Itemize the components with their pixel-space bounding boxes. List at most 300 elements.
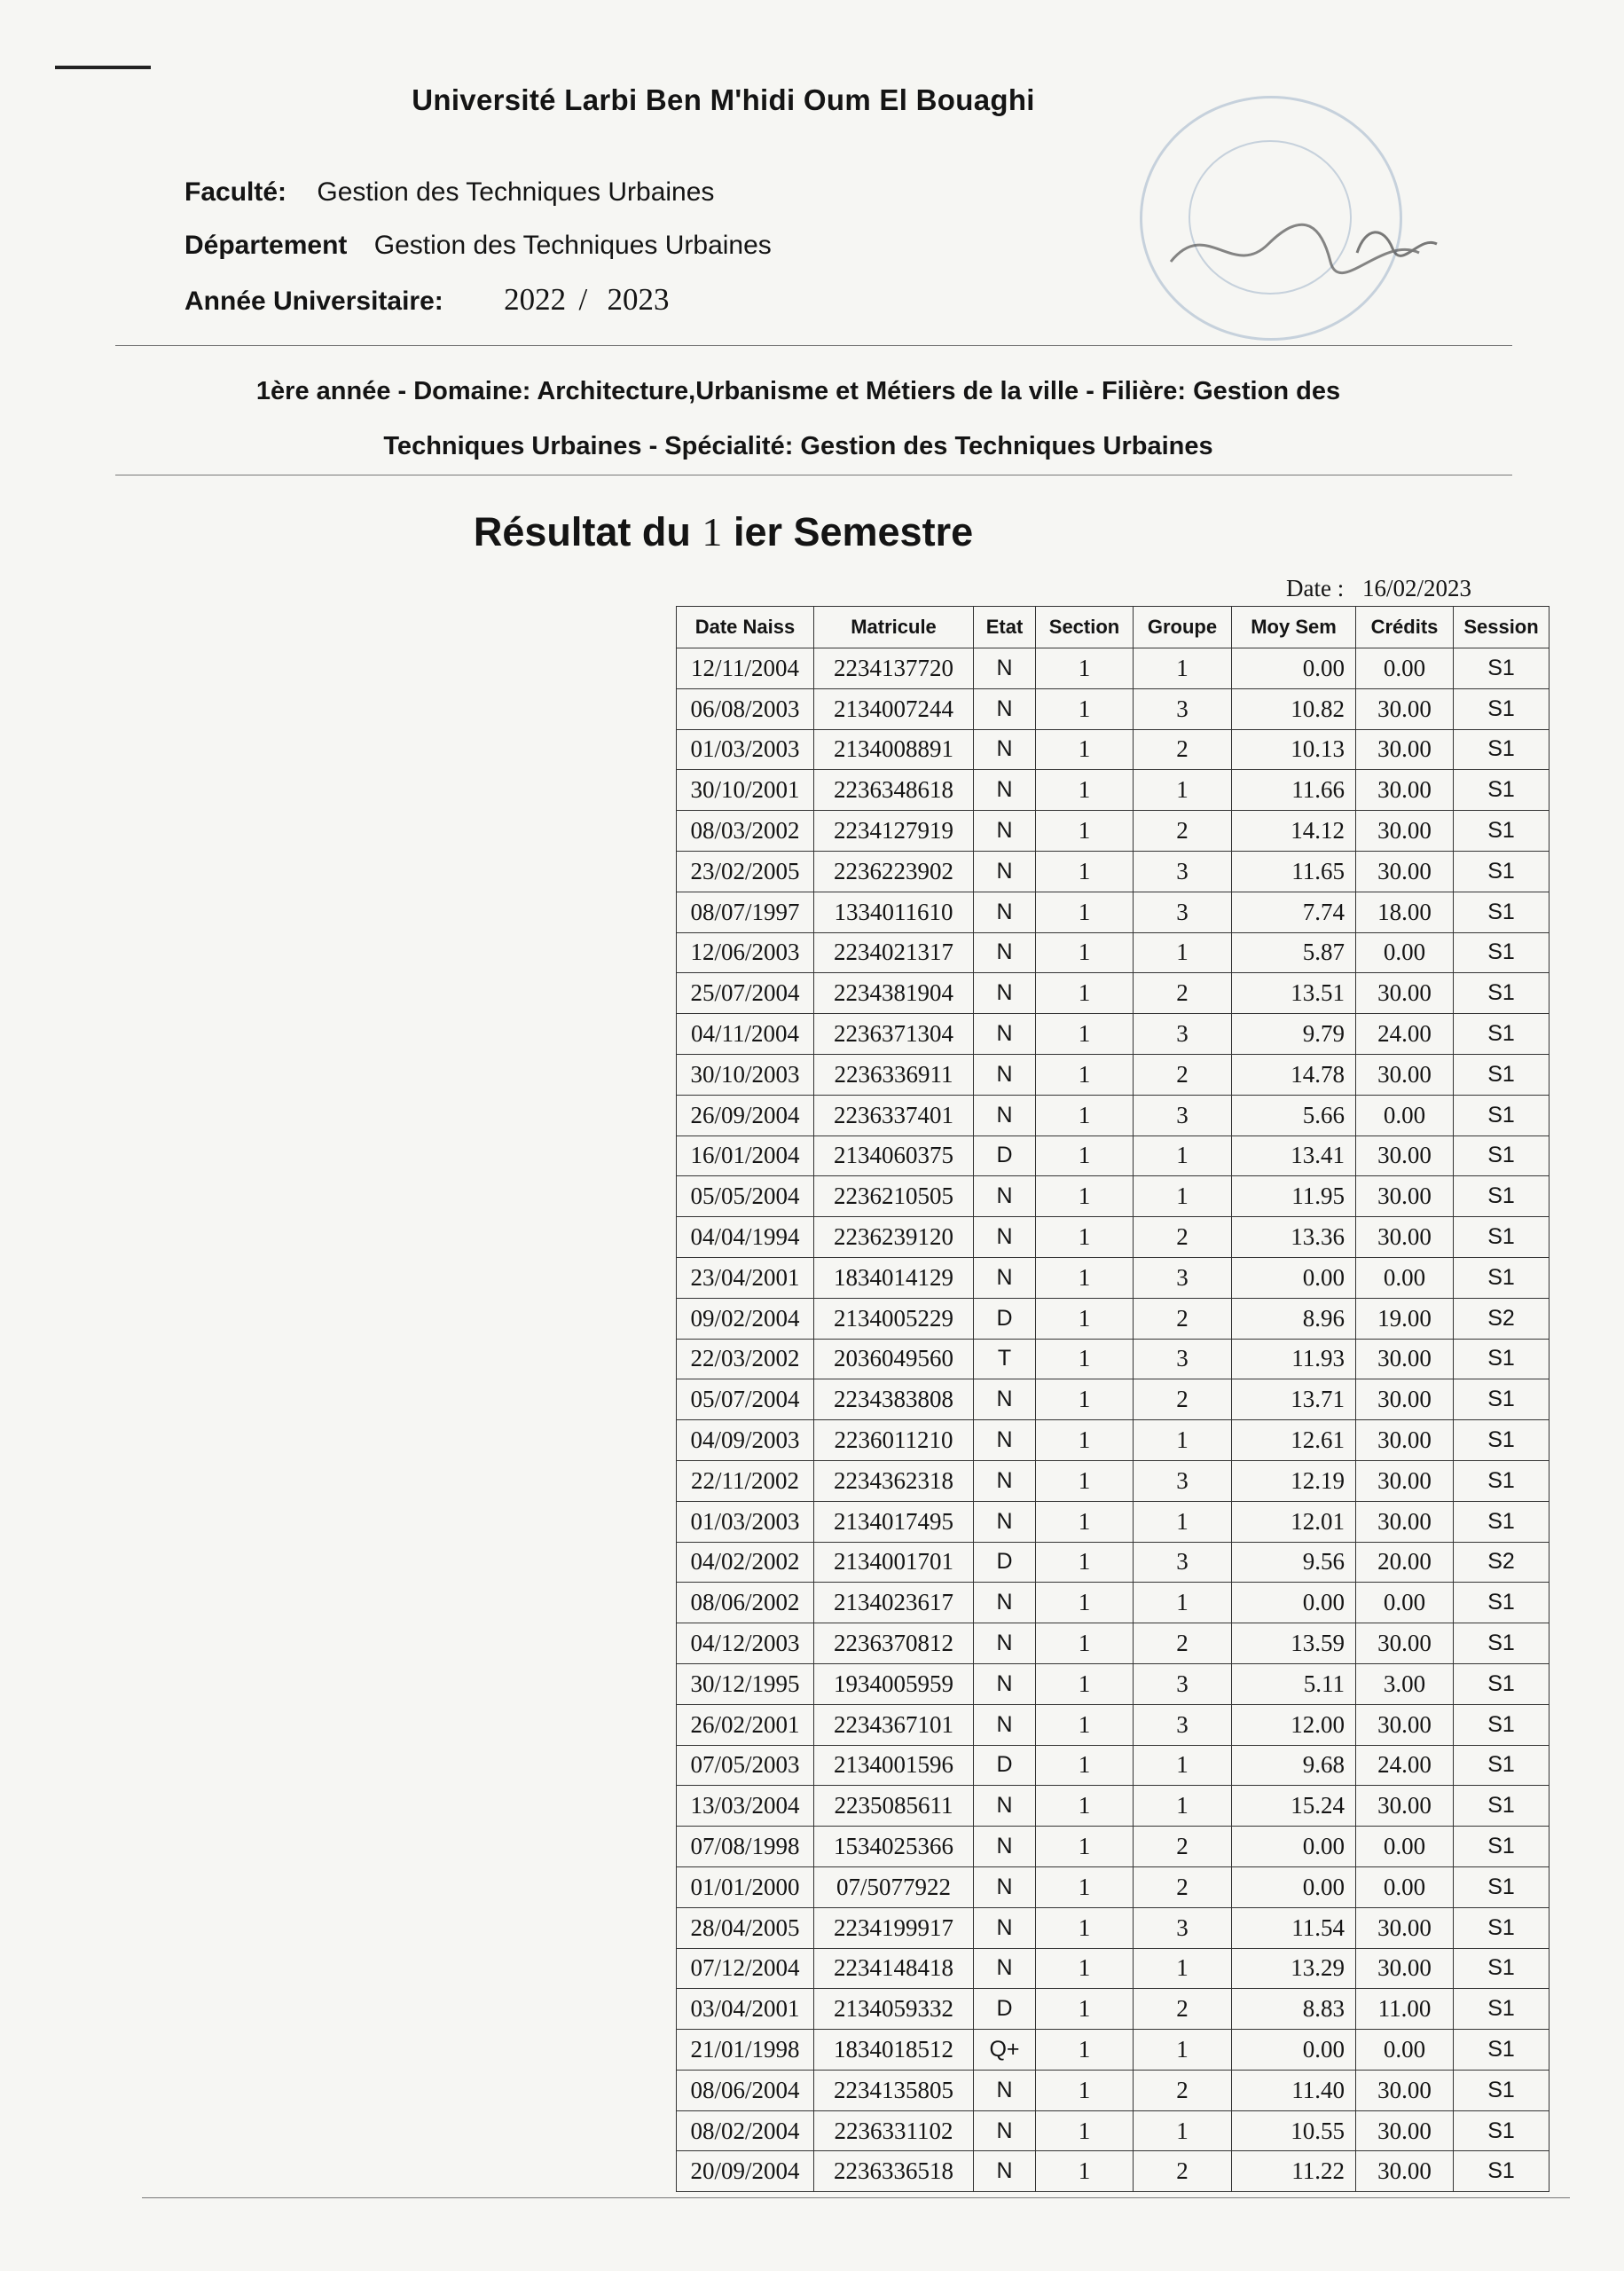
session-cell: S1 <box>1454 1907 1549 1948</box>
table-row <box>677 851 1549 892</box>
table-row <box>677 1095 1549 1136</box>
table-row <box>677 1460 1549 1501</box>
groupe-cell: 3 <box>1134 1663 1232 1704</box>
matricule-cell: 2234148418 <box>814 1948 974 1989</box>
session-cell: S1 <box>1454 2151 1549 2192</box>
credits-cell: 30.00 <box>1356 1136 1454 1176</box>
table-row <box>677 2110 1549 2151</box>
matricule-cell: 2236336911 <box>814 1054 974 1095</box>
credits-cell: 30.00 <box>1356 811 1454 852</box>
section-cell: 1 <box>1036 729 1134 770</box>
section-cell: 1 <box>1036 1054 1134 1095</box>
credits-cell: 0.00 <box>1356 2030 1454 2071</box>
session-cell: S1 <box>1454 1339 1549 1379</box>
etat-cell: T <box>974 1339 1036 1379</box>
department-value: Gestion des Techniques Urbaines <box>373 231 772 260</box>
moy-sem-cell: 10.13 <box>1232 729 1356 770</box>
credits-cell: 0.00 <box>1356 1257 1454 1298</box>
session-cell: S1 <box>1454 648 1549 689</box>
etat-cell: N <box>974 1907 1036 1948</box>
birth-date-cell: 01/03/2003 <box>677 729 814 770</box>
groupe-cell: 3 <box>1134 892 1232 932</box>
table-row <box>677 1866 1549 1907</box>
birth-date-cell: 04/04/1994 <box>677 1217 814 1258</box>
session-cell: S1 <box>1454 1420 1549 1461</box>
credits-cell: 30.00 <box>1356 1379 1454 1420</box>
credits-cell: 3.00 <box>1356 1663 1454 1704</box>
matricule-cell: 2236331102 <box>814 2110 974 2151</box>
section-cell: 1 <box>1036 1460 1134 1501</box>
etat-cell: N <box>974 1176 1036 1217</box>
matricule-cell: 2234137720 <box>814 648 974 689</box>
session-cell: S1 <box>1454 1460 1549 1501</box>
groupe-cell: 2 <box>1134 1827 1232 1867</box>
session-cell: S1 <box>1454 973 1549 1014</box>
etat-cell: N <box>974 1827 1036 1867</box>
session-cell: S1 <box>1454 851 1549 892</box>
birth-date-cell: 21/01/1998 <box>677 2030 814 2071</box>
section-cell: 1 <box>1036 688 1134 729</box>
table-row <box>677 1907 1549 1948</box>
section-cell: 1 <box>1036 1298 1134 1339</box>
credits-cell: 30.00 <box>1356 1623 1454 1664</box>
section-cell: 1 <box>1036 1420 1134 1461</box>
credits-cell: 0.00 <box>1356 1095 1454 1136</box>
groupe-cell: 3 <box>1134 1542 1232 1583</box>
table-row <box>677 1339 1549 1379</box>
groupe-cell: 2 <box>1134 2070 1232 2110</box>
etat-cell: N <box>974 892 1036 932</box>
table-row <box>677 1827 1549 1867</box>
department-line <box>184 231 772 261</box>
table-row <box>677 2151 1549 2192</box>
credits-cell: 30.00 <box>1356 2070 1454 2110</box>
session-cell: S1 <box>1454 1704 1549 1745</box>
column-header: Matricule <box>814 607 974 648</box>
moy-sem-cell: 9.68 <box>1232 1745 1356 1786</box>
section-cell: 1 <box>1036 1623 1134 1664</box>
moy-sem-cell: 5.11 <box>1232 1663 1356 1704</box>
credits-cell: 0.00 <box>1356 648 1454 689</box>
etat-cell: N <box>974 1623 1036 1664</box>
birth-date-cell: 28/04/2005 <box>677 1907 814 1948</box>
year-start: 2022 <box>504 282 567 317</box>
matricule-cell: 2234367101 <box>814 1704 974 1745</box>
etat-cell: N <box>974 1866 1036 1907</box>
etat-cell: N <box>974 1420 1036 1461</box>
moy-sem-cell: 12.00 <box>1232 1704 1356 1745</box>
etat-cell: N <box>974 932 1036 973</box>
session-cell: S1 <box>1454 1663 1549 1704</box>
column-header: Etat <box>974 607 1036 648</box>
birth-date-cell: 07/08/1998 <box>677 1827 814 1867</box>
birth-date-cell: 08/07/1997 <box>677 892 814 932</box>
etat-cell: N <box>974 1948 1036 1989</box>
moy-sem-cell: 13.41 <box>1232 1136 1356 1176</box>
section-cell: 1 <box>1036 2110 1134 2151</box>
session-cell: S1 <box>1454 2070 1549 2110</box>
matricule-cell: 2134008891 <box>814 729 974 770</box>
faculty-value: Gestion des Techniques Urbaines <box>317 177 715 207</box>
moy-sem-cell: 13.29 <box>1232 1948 1356 1989</box>
credits-cell: 30.00 <box>1356 1786 1454 1827</box>
groupe-cell: 2 <box>1134 1866 1232 1907</box>
faculty-label: Faculté: <box>184 177 287 207</box>
session-cell: S1 <box>1454 1583 1549 1623</box>
matricule-cell: 2134017495 <box>814 1501 974 1542</box>
groupe-cell: 2 <box>1134 1298 1232 1339</box>
etat-cell: N <box>974 1501 1036 1542</box>
matricule-cell: 2236371304 <box>814 1014 974 1055</box>
etat-cell: N <box>974 2151 1036 2192</box>
credits-cell: 30.00 <box>1356 1501 1454 1542</box>
session-cell: S1 <box>1454 932 1549 973</box>
table-row <box>677 1054 1549 1095</box>
etat-cell: N <box>974 851 1036 892</box>
table-row <box>677 729 1549 770</box>
etat-cell: N <box>974 1257 1036 1298</box>
matricule-cell: 2236337401 <box>814 1095 974 1136</box>
moy-sem-cell: 10.82 <box>1232 688 1356 729</box>
groupe-cell: 1 <box>1134 1501 1232 1542</box>
groupe-cell: 3 <box>1134 1257 1232 1298</box>
groupe-cell: 3 <box>1134 851 1232 892</box>
birth-date-cell: 05/07/2004 <box>677 1379 814 1420</box>
session-cell: S1 <box>1454 1095 1549 1136</box>
department-label: Département <box>184 231 348 260</box>
section-cell: 1 <box>1036 1176 1134 1217</box>
table-row <box>677 1786 1549 1827</box>
year-separator: / <box>578 282 588 317</box>
session-cell: S2 <box>1454 1542 1549 1583</box>
session-cell: S1 <box>1454 1176 1549 1217</box>
groupe-cell: 2 <box>1134 811 1232 852</box>
groupe-cell: 1 <box>1134 1176 1232 1217</box>
etat-cell: N <box>974 648 1036 689</box>
moy-sem-cell: 0.00 <box>1232 1866 1356 1907</box>
section-cell: 1 <box>1036 932 1134 973</box>
credits-cell: 19.00 <box>1356 1298 1454 1339</box>
session-cell: S1 <box>1454 1014 1549 1055</box>
section-cell: 1 <box>1036 1542 1134 1583</box>
date-label: Date : <box>1286 575 1345 601</box>
matricule-cell: 2236223902 <box>814 851 974 892</box>
matricule-cell: 2236011210 <box>814 1420 974 1461</box>
matricule-cell: 2134059332 <box>814 1989 974 2030</box>
table-row <box>677 1989 1549 2030</box>
credits-cell: 0.00 <box>1356 1583 1454 1623</box>
moy-sem-cell: 15.24 <box>1232 1786 1356 1827</box>
matricule-cell: 2134060375 <box>814 1136 974 1176</box>
session-cell: S1 <box>1454 1866 1549 1907</box>
birth-date-cell: 07/05/2003 <box>677 1745 814 1786</box>
matricule-cell: 2234021317 <box>814 932 974 973</box>
birth-date-cell: 26/09/2004 <box>677 1095 814 1136</box>
moy-sem-cell: 9.79 <box>1232 1014 1356 1055</box>
section-cell: 1 <box>1036 1745 1134 1786</box>
credits-cell: 20.00 <box>1356 1542 1454 1583</box>
header-divider <box>115 345 1512 346</box>
groupe-cell: 2 <box>1134 1379 1232 1420</box>
credits-cell: 30.00 <box>1356 1420 1454 1461</box>
birth-date-cell: 22/03/2002 <box>677 1339 814 1379</box>
birth-date-cell: 08/02/2004 <box>677 2110 814 2151</box>
groupe-cell: 2 <box>1134 2151 1232 2192</box>
moy-sem-cell: 12.61 <box>1232 1420 1356 1461</box>
section-cell: 1 <box>1036 1583 1134 1623</box>
table-row <box>677 1257 1549 1298</box>
column-header: Crédits <box>1356 607 1454 648</box>
session-cell: S1 <box>1454 1827 1549 1867</box>
birth-date-cell: 26/02/2001 <box>677 1704 814 1745</box>
birth-date-cell: 04/02/2002 <box>677 1542 814 1583</box>
section-cell: 1 <box>1036 1339 1134 1379</box>
birth-date-cell: 06/08/2003 <box>677 688 814 729</box>
university-name: Université Larbi Ben M'hidi Oum El Bouaghi <box>412 83 1035 116</box>
session-cell: S1 <box>1454 1623 1549 1664</box>
groupe-cell: 1 <box>1134 1948 1232 1989</box>
birth-date-cell: 12/06/2003 <box>677 932 814 973</box>
credits-cell: 0.00 <box>1356 1866 1454 1907</box>
program-line-2: Techniques Urbaines - Spécialité: Gestion des Techniques Urbaines <box>383 432 1213 460</box>
table-row <box>677 1136 1549 1176</box>
table-row <box>677 1298 1549 1339</box>
birth-date-cell: 22/11/2002 <box>677 1460 814 1501</box>
etat-cell: N <box>974 1704 1036 1745</box>
groupe-cell: 3 <box>1134 1704 1232 1745</box>
matricule-cell: 2236239120 <box>814 1217 974 1258</box>
credits-cell: 0.00 <box>1356 1827 1454 1867</box>
credits-cell: 30.00 <box>1356 1217 1454 1258</box>
groupe-cell: 1 <box>1134 2110 1232 2151</box>
table-row <box>677 973 1549 1014</box>
session-cell: S1 <box>1454 729 1549 770</box>
table-row <box>677 1176 1549 1217</box>
section-cell: 1 <box>1036 1704 1134 1745</box>
moy-sem-cell: 13.59 <box>1232 1623 1356 1664</box>
program-line-1: 1ère année - Domaine: Architecture,Urbanisme et Métiers de la ville - Filière: Gestion des <box>255 377 1341 405</box>
matricule-cell: 2236336518 <box>814 2151 974 2192</box>
etat-cell: N <box>974 1095 1036 1136</box>
results-table <box>676 606 1549 2192</box>
session-cell: S1 <box>1454 1257 1549 1298</box>
credits-cell: 24.00 <box>1356 1014 1454 1055</box>
groupe-cell: 2 <box>1134 1217 1232 1258</box>
matricule-cell: 1934005959 <box>814 1663 974 1704</box>
table-row <box>677 1663 1549 1704</box>
birth-date-cell: 08/06/2002 <box>677 1583 814 1623</box>
matricule-cell: 2236348618 <box>814 770 974 811</box>
birth-date-cell: 03/04/2001 <box>677 1989 814 2030</box>
etat-cell: N <box>974 1217 1036 1258</box>
birth-date-cell: 30/12/1995 <box>677 1663 814 1704</box>
credits-cell: 30.00 <box>1356 1704 1454 1745</box>
matricule-cell: 1534025366 <box>814 1827 974 1867</box>
column-header: Date Naiss <box>677 607 814 648</box>
credits-cell: 30.00 <box>1356 729 1454 770</box>
section-cell: 1 <box>1036 1501 1134 1542</box>
table-row <box>677 1583 1549 1623</box>
groupe-cell: 2 <box>1134 973 1232 1014</box>
birth-date-cell: 05/05/2004 <box>677 1176 814 1217</box>
credits-cell: 30.00 <box>1356 1339 1454 1379</box>
section-cell: 1 <box>1036 811 1134 852</box>
table-row <box>677 688 1549 729</box>
section-cell: 1 <box>1036 770 1134 811</box>
session-cell: S1 <box>1454 688 1549 729</box>
matricule-cell: 2134005229 <box>814 1298 974 1339</box>
moy-sem-cell: 11.66 <box>1232 770 1356 811</box>
credits-cell: 30.00 <box>1356 1460 1454 1501</box>
etat-cell: N <box>974 729 1036 770</box>
section-cell: 1 <box>1036 1827 1134 1867</box>
result-title <box>0 508 1447 555</box>
session-cell: S1 <box>1454 1501 1549 1542</box>
groupe-cell: 2 <box>1134 1054 1232 1095</box>
section-cell: 1 <box>1036 1948 1134 1989</box>
faculty-line <box>184 177 714 208</box>
table-row <box>677 770 1549 811</box>
session-cell: S1 <box>1454 2110 1549 2151</box>
matricule-cell: 2134023617 <box>814 1583 974 1623</box>
table-row <box>677 1420 1549 1461</box>
program-description <box>133 364 1463 474</box>
birth-date-cell: 30/10/2001 <box>677 770 814 811</box>
moy-sem-cell: 11.40 <box>1232 2070 1356 2110</box>
moy-sem-cell: 0.00 <box>1232 1827 1356 1867</box>
matricule-cell: 1834018512 <box>814 2030 974 2071</box>
session-cell: S1 <box>1454 1054 1549 1095</box>
birth-date-cell: 09/02/2004 <box>677 1298 814 1339</box>
session-cell: S1 <box>1454 2030 1549 2071</box>
session-cell: S1 <box>1454 1136 1549 1176</box>
moy-sem-cell: 12.19 <box>1232 1460 1356 1501</box>
etat-cell: N <box>974 973 1036 1014</box>
matricule-cell: 2036049560 <box>814 1339 974 1379</box>
table-row <box>677 811 1549 852</box>
groupe-cell: 3 <box>1134 1014 1232 1055</box>
groupe-cell: 3 <box>1134 688 1232 729</box>
credits-cell: 30.00 <box>1356 1054 1454 1095</box>
credits-cell: 30.00 <box>1356 688 1454 729</box>
section-cell: 1 <box>1036 1786 1134 1827</box>
column-header: Groupe <box>1134 607 1232 648</box>
birth-date-cell: 13/03/2004 <box>677 1786 814 1827</box>
matricule-cell: 2236370812 <box>814 1623 974 1664</box>
table-row <box>677 1217 1549 1258</box>
footer-divider <box>142 2197 1570 2198</box>
groupe-cell: 1 <box>1134 932 1232 973</box>
credits-cell: 18.00 <box>1356 892 1454 932</box>
table-row <box>677 1704 1549 1745</box>
section-cell: 1 <box>1036 2030 1134 2071</box>
matricule-cell: 2134001701 <box>814 1542 974 1583</box>
credits-cell: 30.00 <box>1356 1907 1454 1948</box>
credits-cell: 30.00 <box>1356 2110 1454 2151</box>
groupe-cell: 3 <box>1134 1460 1232 1501</box>
section-cell: 1 <box>1036 1379 1134 1420</box>
etat-cell: D <box>974 1542 1036 1583</box>
matricule-cell: 2234381904 <box>814 973 974 1014</box>
moy-sem-cell: 0.00 <box>1232 2030 1356 2071</box>
table-row <box>677 648 1549 689</box>
etat-cell: N <box>974 1379 1036 1420</box>
table-row <box>677 2030 1549 2071</box>
column-header: Section <box>1036 607 1134 648</box>
credits-cell: 0.00 <box>1356 932 1454 973</box>
moy-sem-cell: 11.93 <box>1232 1339 1356 1379</box>
matricule-cell: 2236210505 <box>814 1176 974 1217</box>
date-value: 16/02/2023 <box>1361 575 1471 601</box>
moy-sem-cell: 11.54 <box>1232 1907 1356 1948</box>
groupe-cell: 1 <box>1134 1745 1232 1786</box>
section-cell: 1 <box>1036 1014 1134 1055</box>
table-row <box>677 1014 1549 1055</box>
session-cell: S1 <box>1454 1948 1549 1989</box>
groupe-cell: 3 <box>1134 1907 1232 1948</box>
credits-cell: 30.00 <box>1356 973 1454 1014</box>
result-title-prefix: Résultat du <box>473 509 691 554</box>
credits-cell: 30.00 <box>1356 851 1454 892</box>
table-header-row <box>677 607 1549 648</box>
moy-sem-cell: 14.78 <box>1232 1054 1356 1095</box>
moy-sem-cell: 11.65 <box>1232 851 1356 892</box>
matricule-cell: 2234199917 <box>814 1907 974 1948</box>
birth-date-cell: 23/04/2001 <box>677 1257 814 1298</box>
table-row <box>677 1542 1549 1583</box>
etat-cell: D <box>974 1989 1036 2030</box>
etat-cell: N <box>974 811 1036 852</box>
section-cell: 1 <box>1036 1217 1134 1258</box>
section-cell: 1 <box>1036 1663 1134 1704</box>
column-header: Session <box>1454 607 1549 648</box>
moy-sem-cell: 8.83 <box>1232 1989 1356 2030</box>
groupe-cell: 3 <box>1134 1095 1232 1136</box>
groupe-cell: 1 <box>1134 2030 1232 2071</box>
moy-sem-cell: 10.55 <box>1232 2110 1356 2151</box>
birth-date-cell: 04/12/2003 <box>677 1623 814 1664</box>
matricule-cell: 2134007244 <box>814 688 974 729</box>
etat-cell: N <box>974 1054 1036 1095</box>
groupe-cell: 1 <box>1134 1786 1232 1827</box>
matricule-cell: 1334011610 <box>814 892 974 932</box>
etat-cell: D <box>974 1745 1036 1786</box>
table-row <box>677 932 1549 973</box>
groupe-cell: 2 <box>1134 1623 1232 1664</box>
matricule-cell: 07/5077922 <box>814 1866 974 1907</box>
birth-date-cell: 04/11/2004 <box>677 1014 814 1055</box>
credits-cell: 24.00 <box>1356 1745 1454 1786</box>
session-cell: S1 <box>1454 892 1549 932</box>
birth-date-cell: 20/09/2004 <box>677 2151 814 2192</box>
matricule-cell: 2234383808 <box>814 1379 974 1420</box>
document-date <box>1286 575 1471 602</box>
result-title-suffix: ier Semestre <box>733 509 974 554</box>
section-cell: 1 <box>1036 2151 1134 2192</box>
etat-cell: N <box>974 770 1036 811</box>
birth-date-cell: 08/03/2002 <box>677 811 814 852</box>
matricule-cell: 2134001596 <box>814 1745 974 1786</box>
moy-sem-cell: 14.12 <box>1232 811 1356 852</box>
session-cell: S1 <box>1454 811 1549 852</box>
moy-sem-cell: 7.74 <box>1232 892 1356 932</box>
matricule-cell: 2234362318 <box>814 1460 974 1501</box>
section-cell: 1 <box>1036 1136 1134 1176</box>
credits-cell: 11.00 <box>1356 1989 1454 2030</box>
session-cell: S1 <box>1454 1217 1549 1258</box>
year-line <box>184 282 670 318</box>
birth-date-cell: 23/02/2005 <box>677 851 814 892</box>
